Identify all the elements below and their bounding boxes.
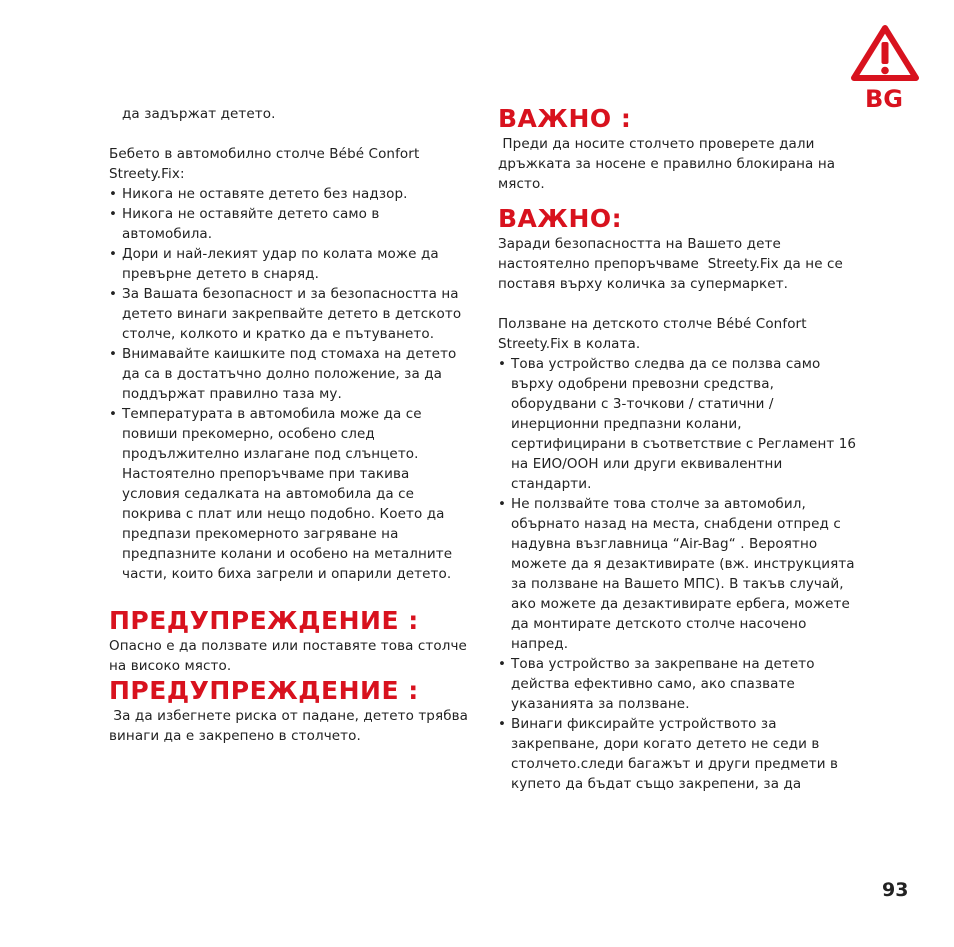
- list-item: • Не ползвайте това столче за автомобил, обърнато назад на места, снабдени отпред с надувна възглавница “Air-Bag“ . Вероятно можете да я дезактивирате (вж. инструкцията за ползване на Вашето МПС). В такъв случай, ако можете да дезактивирате ербега, можете да монтирате детското столче насочено напред.: [498, 494, 858, 654]
- left-column: [109, 104, 473, 746]
- list-item: • Температурата в автомобила може да се повиши прекомерно, особено след продължително излагане под слънцето.: [109, 404, 469, 464]
- important-text: Преди да носите столчето проверете дали дръжката за носене е правилно блокирана на място.: [498, 136, 840, 192]
- list-item: • Внимавайте каишките под стомаха на детето да са в достатъчно долно положение, за да поддържат правилно таза му.: [109, 344, 469, 404]
- language-code: BG: [865, 85, 903, 113]
- list-item: • Това устройство следва да се ползва само върху одобрени превозни средства, оборудвани с 3-точкови / статични / инерционни предпазни колани, сертифицирани в съответствие с Регламент 16 на ЕИО/ООН или други еквивалентни стандарти.: [498, 354, 858, 494]
- important-text: Заради безопасността на Вашето дете настоятелно препоръчваме Streety.Fix да не се поставя върху количка за супермаркет.: [498, 236, 848, 292]
- safety-list: [109, 184, 469, 464]
- page-number: 93: [882, 879, 909, 901]
- list-item: • За Вашата безопасност и за безопасността на детето винаги закрепвайте детето в детското столче, колкото и кратко да е пътуването.: [109, 284, 469, 344]
- list-item: • Никога не оставяте детето без надзор.: [109, 184, 469, 204]
- warning-text: За да избегнете риска от падане, детето трябва винаги да е закрепено в столчето.: [109, 708, 473, 744]
- warning-heading: ПРЕДУПРЕЖДЕНИЕ :: [109, 606, 419, 635]
- important-heading: ВАЖНО :: [498, 104, 632, 133]
- usage-intro: Ползване на детското столче Bébé Confort Streety.Fix в колата.: [498, 316, 807, 352]
- warning-text: Опасно е да ползвате или поставяте това столче на високо място.: [109, 638, 467, 674]
- list-item: • Дори и най-лекият удар по колата може да превърне детето в снаряд.: [109, 244, 469, 284]
- right-column: [498, 104, 858, 794]
- list-item: • Винаги фиксирайте устройството за закрепване, дори когато детето не седи в столчето.следи багажът и други предмети в купето да бъдат също закрепени, за да: [498, 714, 858, 794]
- usage-list: [498, 354, 858, 794]
- temperature-continuation: Настоятелно препоръчваме при такива условия седалката на автомобила да се покрива с плат или нещо подобно. Което да предпази прекомерното загряване на предпазните колани и особено на металните части, които биха загрели и опарили детето.: [122, 466, 453, 582]
- intro-paragraph: Бебето в автомобилно столче Bébé Confort Streety.Fix:: [109, 146, 420, 182]
- warning-heading: ПРЕДУПРЕЖДЕНИЕ :: [109, 676, 419, 705]
- list-item: • Никога не оставяйте детето само в автомобила.: [109, 204, 469, 244]
- list-item: • Това устройство за закрепване на детето действа ефективно само, ако спазвате указанията за ползване.: [498, 654, 858, 714]
- intro-continuation: да задържат детето.: [122, 106, 276, 122]
- important-heading: ВАЖНО:: [498, 204, 623, 233]
